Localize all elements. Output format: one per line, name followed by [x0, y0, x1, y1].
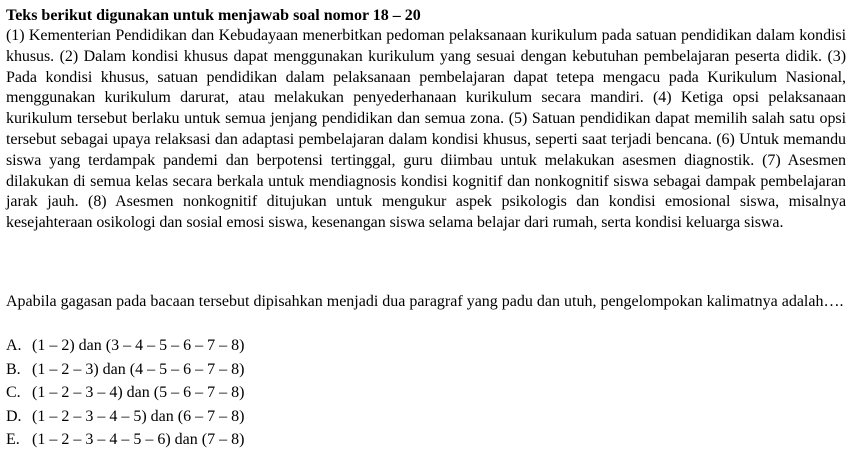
option-e[interactable]	[6, 428, 244, 452]
option-a[interactable]	[6, 334, 244, 358]
option-letter: D.	[6, 407, 22, 425]
option-letter: C.	[6, 384, 21, 401]
option-text: (1 – 2 – 3) dan (4 – 5 – 6 – 7 – 8)	[32, 360, 245, 378]
option-text: (1 – 2) dan (3 – 4 – 5 – 6 – 7 – 8)	[32, 337, 245, 354]
option-d[interactable]	[6, 405, 244, 429]
option-letter: A.	[6, 337, 22, 354]
answer-options	[6, 334, 244, 452]
question-text: Apabila gagasan pada bacaan tersebut dipisahkan menjadi dua paragraf yang padu dan utuh, pengelompokan kalimatnya adalah….	[6, 293, 844, 310]
option-text: (1 – 2 – 3 – 4) dan (5 – 6 – 7 – 8)	[32, 384, 245, 401]
option-c[interactable]	[6, 381, 244, 405]
passage-heading: Teks berikut digunakan untuk menjawab soal nomor 18 – 20	[6, 7, 421, 24]
option-b[interactable]	[6, 358, 244, 382]
option-text: (1 – 2 – 3 – 4 – 5 – 6) dan (7 – 8)	[32, 431, 245, 448]
passage-text: (1) Kementerian Pendidikan dan Kebudayaan menerbitkan pedoman pelaksanaan kurikulum pada satuan pendidikan dalam kondisi khusus. (2) Dalam kondisi khusus dapat menggunakan kurikulum yang sesuai dengan kebutuhan pembelajaran peserta didik. (3) Pada kondisi khusus, satuan pendidikan dalam pelaksanaan pembelajaran dapat tetepa mengacu pada Kurikulum Nasional, menggunakan kurikulum darurat, atau melakukan penyederhanaan kurikulum secara mandiri. (4) Ketiga opsi pelaksanaan kurikulum tersebut berlaku untuk semua jenjang pendidikan dan semua zona. (5) Satuan pendidikan dapat memilih salah satu opsi tersebut sebagai upaya relaksasi dan adaptasi pembelajaran dalam kondisi khusus, seperti saat terjadi bencana. (6) Untuk memandu siswa yang terdampak pandemi dan berpotensi tertinggal, guru diimbau untuk melakukan asesmen diagnostik. (7) Asesmen dilakukan di semua kelas secara berkala untuk mendiagnosis kondisi kognitif dan nonkognitif siswa sebagai dampak pembelajaran jarak jauh. (8) Asesmen nonkognitif ditujukan untuk mengukur aspek psikologis dan kondisi emosional siswa, misalnya kesejahteraan osikologi dan sosial emosi siswa, kesenangan siswa selama belajar dari rumah, serta kondisi keluarga siswa.	[6, 27, 846, 232]
document	[6, 6, 846, 448]
option-letter: B.	[6, 360, 21, 378]
option-letter: E.	[6, 431, 20, 448]
option-text: (1 – 2 – 3 – 4 – 5) dan (6 – 7 – 8)	[32, 407, 245, 425]
